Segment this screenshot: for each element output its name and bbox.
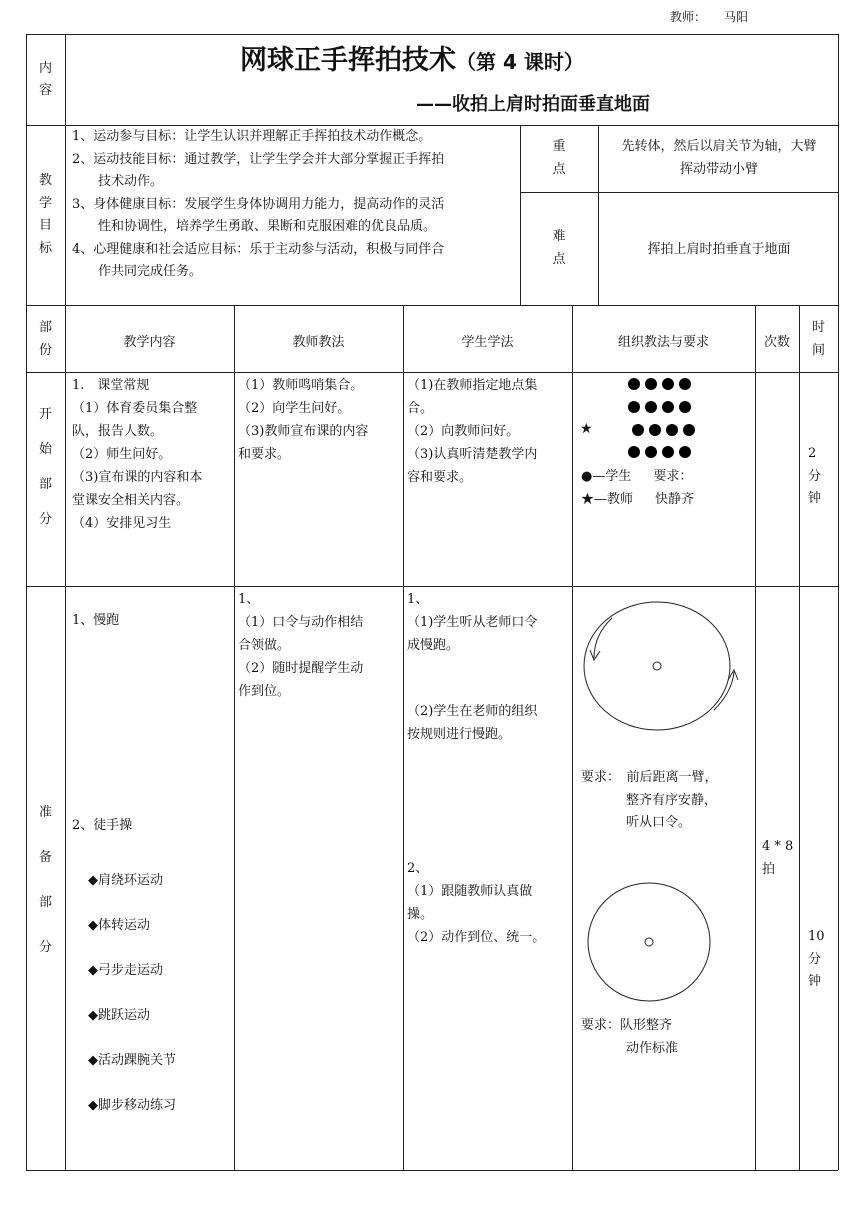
list-item: ◆体转运动: [88, 918, 150, 933]
jog-circle-diagram: [574, 600, 754, 740]
col-organization: 组织教法与要求: [617, 335, 709, 350]
teacher-star-icon: ★: [580, 421, 593, 437]
list-item: ◆肩绕环运动: [88, 873, 163, 888]
difficulty-label: 难 点: [552, 229, 566, 267]
exercise-circle-diagram: [585, 878, 720, 1008]
col-content: 教学内容: [123, 335, 176, 350]
exercise-requirements: 要求：队形整齐 动作标准: [581, 1018, 679, 1056]
prep-count: 4 * 8 拍: [762, 839, 794, 877]
prep-part-label: 准 备 部 分: [38, 805, 52, 955]
start-student: （1)在教师指定地点集 合。 （2）向教师问好。 （3)认真听清楚教学内 容和要求。: [407, 378, 538, 485]
start-teacher: （1）教师鸣哨集合。 （2）向学生问好。 （3)教师宣布课的内容 和要求。: [238, 378, 369, 462]
key-point-label: 重 点: [552, 139, 566, 177]
list-item: ◆跳跃运动: [88, 1008, 150, 1023]
teacher-name: 马阳: [724, 10, 749, 24]
start-content: 1. 课堂常规 （1）体育委员集合整 队，报告人数。 （2）师生问好。 （3)宣布课的内容和本 堂课安全相关内容。 （4）安排见习生: [72, 378, 203, 531]
col-count: 次数: [763, 335, 790, 350]
prep-teacher: 1、 （1）口令与动作相结 合领做。 （2）随时提醒学生动 作到位。: [238, 592, 364, 699]
page-subtitle: ——收拍上肩时拍面垂直地面: [416, 94, 650, 115]
prep-student-a: 1、 （1)学生听从老师口令 成慢跑。: [407, 592, 538, 653]
col-student-method: 学生学法: [461, 335, 514, 350]
prep-jog: 1、慢跑: [72, 613, 120, 628]
formation-legend: ●—学生 要求： ★—教师 快静齐: [581, 469, 695, 507]
objectives-label: 教 学 目 标: [38, 173, 52, 256]
prep-student-c: 2、 （1）跟随教师认真做 操。 （2）动作到位、统一。: [407, 861, 546, 945]
list-item: ◆脚步移动练习: [88, 1098, 176, 1113]
list-item: ◆弓步走运动: [88, 963, 163, 978]
jog-requirements: 要求： 前后距离一臂， 整齐有序安静， 听从口令。: [581, 770, 718, 830]
exercise-list: [88, 858, 176, 1128]
start-part-label: 开 始 部 分: [38, 407, 52, 527]
list-item: ◆活动踝腕关节: [88, 1053, 176, 1068]
page-title: 网球正手挥拍技术（第 4 课时）: [240, 45, 584, 76]
col-time: 时 间: [811, 320, 825, 358]
col-part: 部 份: [38, 320, 52, 358]
teacher-label: 教师：: [670, 10, 707, 24]
objectives-list: 1、运动参与目标：让学生认识并理解正手挥拍技术动作概念。 2、运动技能目标：通过教学，让学生学会并大部分掌握正手挥拍 技术动作。 3、身体健康目标：发展学生身体协调用力能力，提高动作的灵活 性和协调性，培养学生勇敢、果断和克服困难的优良品质。 4、心理健康和社会适应目标：乐于主动参与活动，积极与同伴合 作共同完成任务。: [72, 129, 445, 279]
prep-time: 10 分 钟: [808, 929, 825, 989]
prep-exercise: 2、徒手操: [72, 818, 133, 833]
content-label: 内 容: [38, 61, 52, 98]
difficulty-text: 挥拍上肩时拍垂直于地面: [647, 242, 791, 257]
key-point-text: 先转体，然后以肩关节为轴，大臂 挥动带动小臂: [621, 139, 817, 177]
col-teacher-method: 教师教法: [292, 335, 345, 350]
start-time: 2 分 钟: [808, 446, 822, 506]
prep-student-b: （2)学生在老师的组织 按规则进行慢跑。: [407, 704, 538, 742]
